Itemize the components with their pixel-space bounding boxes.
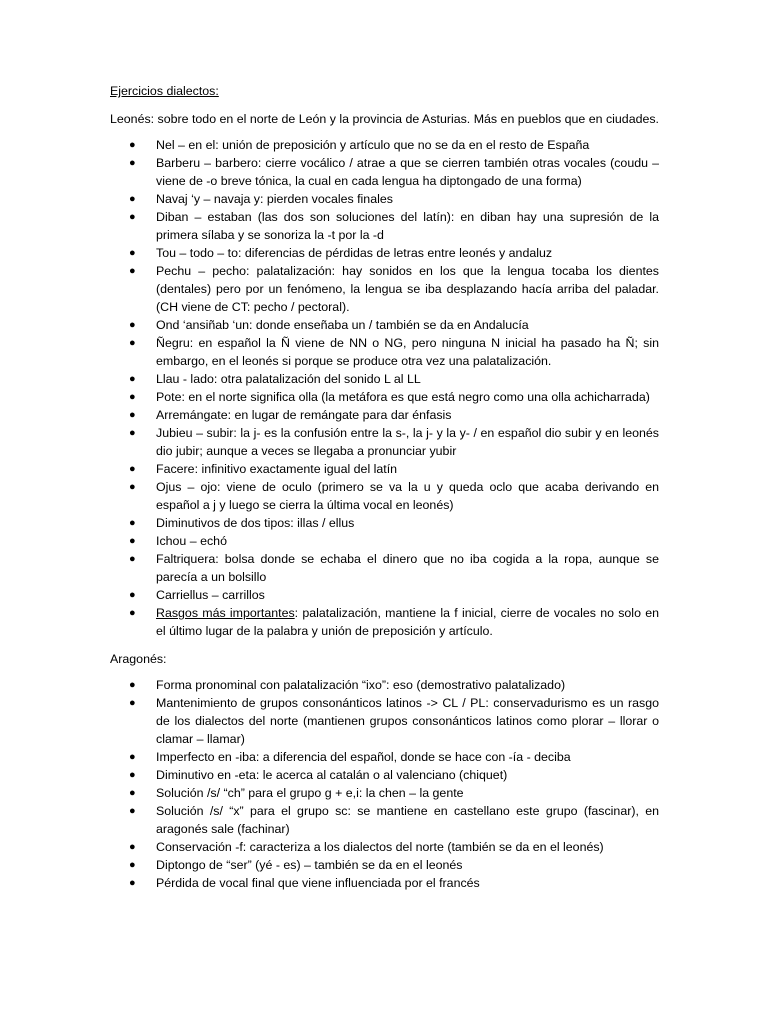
bullet-icon: ●: [129, 463, 136, 475]
bullet-icon: ●: [129, 481, 136, 493]
bullet-icon: ●: [129, 373, 136, 385]
bullet-icon: ●: [129, 517, 136, 529]
bullet-icon: ●: [129, 859, 136, 871]
bullet-icon: ●: [129, 427, 136, 439]
list-item: ● Diminutivos de dos tipos: illas / ellus: [129, 516, 355, 530]
list-item: ● Facere: infinitivo exactamente igual del latín: [129, 462, 398, 476]
list-item: ● Forma pronominal con palatalización “ixo”: eso (demostrativo palatalizado): [129, 678, 566, 692]
bullet-icon: ●: [129, 841, 136, 853]
key-features-label: Rasgos más importantes: [156, 606, 295, 620]
list-item: ● Barberu – barbero: cierre vocálico / atrae a que se cierren también otras vocales (coudu – viene de -o breve tónica, la cual en cada lengua ha diptongado de una forma): [129, 156, 659, 188]
bullet-icon: ●: [129, 553, 136, 565]
bullet-icon: ●: [129, 319, 136, 331]
bullet-icon: ●: [129, 337, 136, 349]
list-item: ● Solución /s/ “x” para el grupo sc: se mantiene en castellano este grupo (fascinar), en aragonés sale (fachinar): [129, 804, 659, 836]
list-item: ● Faltriquera: bolsa donde se echaba el dinero que no iba cogida a la ropa, aunque se parecía a un bolsillo: [129, 552, 659, 584]
list-item: ● Ojus – ojo: viene de oculo (primero se va la u y queda oclo que acaba derivando en español a j y luego se cierra la última vocal en leonés): [129, 480, 659, 512]
list-item: ● Nel – en el: unión de preposición y artículo que no se da en el resto de España: [129, 138, 590, 152]
list-item: ● Navaj ‘y – navaja y: pierden vocales finales: [129, 192, 393, 206]
list-item: ● Conservación -f: caracteriza a los dialectos del norte (también se da en el leonés): [129, 840, 604, 854]
list-item: ● Tou – todo – to: diferencias de pérdidas de letras entre leonés y andaluz: [129, 246, 553, 260]
list-item: ● Ichou – echó: [129, 534, 227, 548]
bullet-icon: ●: [129, 607, 136, 619]
list-item: ● Pérdida de vocal final que viene influenciada por el francés: [129, 876, 480, 890]
list-item: ● Diminutivo en -eta: le acerca al catalán o al valenciano (chiquet): [129, 768, 508, 782]
bullet-icon: ●: [129, 409, 136, 421]
bullet-icon: ●: [129, 265, 136, 277]
bullet-icon: ●: [129, 751, 136, 763]
list-item: ● Diban – estaban (las dos son soluciones del latín): en diban hay una supresión de la primera sílaba y se sonoriza la -t por la -d: [129, 210, 659, 242]
list-item: ● Jubieu – subir: la j- es la confusión entre la s-, la j- y la y- / en español dio subir y en leonés dio jubir; aunque a veces se llegaba a pronunciar yubir: [129, 426, 659, 458]
bullet-icon: ●: [129, 247, 136, 259]
bullet-icon: ●: [129, 589, 136, 601]
list-item: ● Llau - lado: otra palatalización del sonido L al LL: [129, 372, 421, 386]
list-item: ● Pechu – pecho: palatalización: hay sonidos en los que la lengua tocaba los dientes (dentales) pero por un fenómeno, la lengua se iba desplazando hacía arriba del paladar. (CH viene de CT: pecho / pectoral).: [129, 264, 659, 314]
key-features-text: : palatalización, mantiene la f inicial, cierre de vocales no solo en el último lugar de la palabra y unión de preposición y artículo.: [156, 606, 659, 638]
bullet-icon: ●: [129, 535, 136, 547]
list-item: ● Arremángate: en lugar de remángate para dar énfasis: [129, 408, 452, 422]
list-item: ● Ond ‘ansiñab ‘un: donde enseñaba un / también se da en Andalucía: [129, 318, 529, 332]
document-page: [110, 82, 659, 892]
bullet-icon: ●: [129, 877, 136, 889]
list-item: ● Mantenimiento de grupos consonánticos latinos -> CL / PL: conservadurismo es un rasgo de los dialectos del norte (mantienen grupos consonánticos latinos como plorar – llorar o clamar – llamar): [129, 696, 659, 746]
leones-intro: Leonés: sobre todo en el norte de León y la provincia de Asturias. Más en pueblos que en ciudades.: [110, 112, 659, 126]
bullet-icon: ●: [129, 139, 136, 151]
bullet-icon: ●: [129, 211, 136, 223]
list-item: ● Pote: en el norte significa olla (la metáfora es que está negro como una olla achicharrada): [129, 390, 650, 404]
bullet-icon: ●: [129, 679, 136, 691]
aragones-title: Aragonés:: [110, 652, 167, 666]
bullet-icon: ●: [129, 805, 136, 817]
bullet-icon: ●: [129, 391, 136, 403]
list-item: ● Solución /s/ “ch” para el grupo g + e,i: la chen – la gente: [129, 786, 464, 800]
aragones-list: [110, 676, 659, 892]
leones-list: [110, 136, 659, 640]
bullet-icon: ●: [129, 157, 136, 169]
list-item-key-features: [110, 604, 659, 640]
list-item: ● Carriellus – carrillos: [129, 588, 265, 602]
document-title: Ejercicios dialectos:: [110, 84, 219, 98]
bullet-icon: ●: [129, 697, 136, 709]
list-item: ● Imperfecto en -iba: a diferencia del español, donde se hace con -ía - deciba: [129, 750, 571, 764]
bullet-icon: ●: [129, 769, 136, 781]
list-item: ● Diptongo de “ser” (yé - es) – también se da en el leonés: [129, 858, 463, 872]
bullet-icon: ●: [129, 787, 136, 799]
bullet-icon: ●: [129, 193, 136, 205]
list-item: ● Ñegru: en español la Ñ viene de NN o NG, pero ninguna N inicial ha pasado ha Ñ; sin embargo, en el leonés si porque se produce otra vez una palatalización.: [129, 336, 659, 368]
